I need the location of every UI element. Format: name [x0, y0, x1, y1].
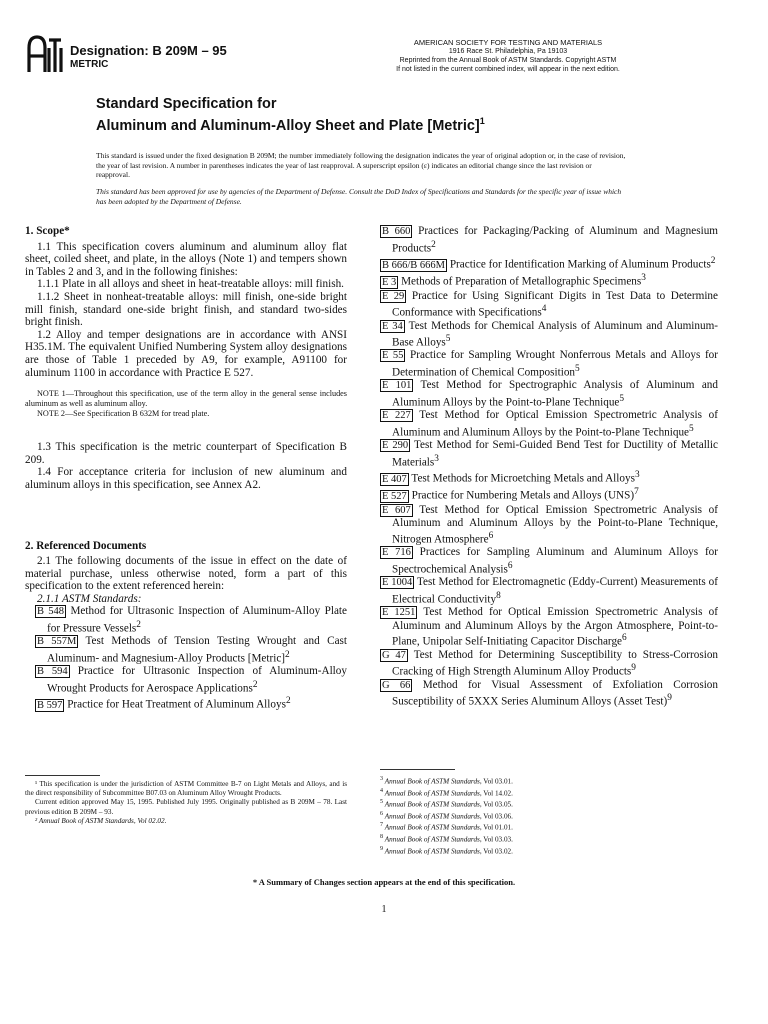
reference-item	[25, 605, 347, 635]
reference-link[interactable]: G 66	[382, 679, 411, 691]
footnote-book: Annual Book of ASTM Standards	[384, 835, 480, 844]
reference-link[interactable]: E 290	[382, 440, 409, 452]
metric-label: METRIC	[70, 59, 109, 70]
reference-title: Test Method for Electromagnetic (Eddy-Current) Measurements of Electrical Conductivity	[392, 576, 718, 606]
footnote-volume: , Vol 01.01.	[479, 823, 513, 832]
left-reference-list	[25, 605, 347, 712]
reference-item	[380, 679, 718, 709]
footnote-mark: 2	[252, 679, 258, 690]
footnote-item	[380, 775, 718, 787]
section-heading-scope: 1. Scope*	[25, 225, 70, 237]
reference-link[interactable]: E 101	[382, 380, 412, 392]
reference-link[interactable]: B 660	[382, 226, 411, 237]
reference-link[interactable]: E 55	[382, 350, 404, 362]
reference-title: Test Method for Optical Emission Spectrometric Analysis of Aluminum and Aluminum Alloys by the Argon Atmosphere, Point-to-Plane, Unipolar Self-Initiating Capacitor Discharge	[392, 606, 718, 649]
reference-item	[380, 320, 718, 350]
footnote-volume: , Vol 03.03.	[479, 835, 513, 844]
title-line-2	[96, 116, 485, 134]
reference-item	[380, 486, 718, 503]
paragraph-2-1: 2.1 The following documents of the issue in effect on the date of material purchase, unless otherwise noted, form a part of this specification to the extent referenced herein:	[25, 555, 347, 593]
reference-title: Method for Ultrasonic Inspection of Aluminum-Alloy Plate for Pressure Vessels	[47, 605, 347, 635]
footnote-book: Annual Book of ASTM Standards	[384, 812, 480, 821]
reference-item	[380, 349, 718, 379]
footnote-item	[380, 798, 718, 810]
reference-item	[380, 290, 718, 320]
paragraph-1-4: 1.4 For acceptance criteria for inclusion of new aluminum and aluminum alloys in this specification, see Annex A2.	[25, 466, 347, 491]
reference-link[interactable]: E 34	[382, 320, 403, 332]
footnote-number: 5	[380, 799, 383, 806]
footnote-volume: , Vol 03.02.	[479, 846, 513, 855]
reference-title: Test Method for Semi-Guided Bend Test for Ductility of Metallic Materials	[392, 439, 718, 469]
footnote-mark: 6	[507, 560, 513, 571]
reference-title: Test Method for Spectrographic Analysis of Aluminum and Aluminum Alloys by the Point-to-Plane Technique	[392, 379, 718, 409]
reference-title: Practice for Identification Marking of Aluminum Products	[447, 258, 711, 271]
reference-title: Test Methods of Tension Testing Wrought and Cast Aluminum- and Magnesium-Alloy Products [Metric]	[47, 635, 347, 665]
reference-item	[380, 272, 718, 289]
reference-link[interactable]: E 607	[382, 504, 411, 516]
right-column	[380, 225, 718, 708]
reference-link[interactable]: E 1251	[382, 607, 416, 619]
footnote-mark: 6	[488, 530, 494, 541]
reference-item	[25, 665, 347, 695]
reference-title: Test Method for Optical Emission Spectrometric Analysis of Aluminum and Aluminum Alloys by the Point-to-Plane Technique, Nitrogen Atmosphere	[392, 503, 719, 546]
publisher-block	[358, 38, 658, 74]
publisher-line: If not listed in the current combined index, will appear in the next edition.	[396, 66, 620, 73]
footnote-number: 9	[380, 845, 383, 852]
footnote-mark: 3	[634, 470, 640, 481]
reference-title: Methods of Preparation of Metallographic Specimens	[398, 275, 642, 288]
paragraph-2-1-1: 2.1.1 ASTM Standards:	[37, 592, 142, 605]
designation: Designation: B 209M – 95	[70, 43, 227, 58]
footnote-item	[380, 833, 718, 845]
title-footnote-mark: 1	[479, 116, 485, 126]
footnote-item	[380, 787, 718, 799]
paragraph-1-1-1: 1.1.1 Plate in all alloys and sheet in heat-treatable alloys: mill finish.	[37, 278, 344, 291]
footnote-mark: 7	[634, 487, 639, 498]
reference-title: Practice for Ultrasonic Inspection of Aluminum-Alloy Wrought Products for Aerospace Applications	[47, 665, 347, 695]
note-2: NOTE 2—See Specification B 632M for tread plate.	[37, 409, 210, 419]
reference-item	[380, 546, 718, 576]
publisher-line: AMERICAN SOCIETY FOR TESTING AND MATERIALS	[413, 38, 603, 47]
footnote-mark: 5	[689, 423, 694, 434]
reference-title: Practices for Sampling Aluminum and Aluminum Alloys for Spectrochemical Analysis	[392, 546, 718, 576]
footnote-number: 4	[380, 787, 383, 794]
reference-item	[380, 255, 718, 272]
reference-link[interactable]: E 1004	[382, 577, 413, 589]
reference-item	[380, 576, 718, 606]
reference-title: Practice for Numbering Metals and Alloys (UNS)	[408, 490, 635, 503]
footnote-mark: 5	[445, 334, 451, 345]
reference-title: Practice for Using Significant Digits in Test Data to Determine Conformance with Specifications	[392, 289, 718, 319]
footnote-rule-left	[25, 775, 100, 776]
reference-item	[380, 606, 718, 649]
left-column	[25, 225, 347, 713]
footnote-mark: 5	[575, 364, 580, 375]
note-1: NOTE 1—Throughout this specification, use of the term alloy in the general sense includes aluminum as well as aluminum alloy.	[25, 389, 347, 409]
title-line-1: Standard Specification for	[96, 96, 277, 112]
reference-title: Method for Visual Assessment of Exfoliation Corrosion Susceptibility of 5XXX Series Aluminum Alloys (Asset Test)	[392, 678, 718, 708]
reference-link[interactable]: E 527	[382, 491, 407, 503]
footnote-2: ² Annual Book of ASTM Standards, Vol 02.02.	[35, 816, 167, 825]
intro-designation-note: This standard is issued under the fixed designation B 209M; the number immediately following the designation indicates the year of original adoption or, in the case of revision, the year of last revision. A number in parentheses indicates the year of last reapproval. A superscript epsilon (ε) indicates an editorial change since the last revision or reapproval.	[96, 151, 626, 179]
publisher-line: 1916 Race St. Philadelphia, Pa 19103	[448, 48, 568, 55]
footnote-volume: , Vol 03.06.	[479, 812, 513, 821]
reference-link[interactable]: B 557M	[37, 636, 77, 648]
footnote-mark: 5	[619, 393, 625, 404]
reference-item	[380, 225, 718, 255]
paragraph-1-2: 1.2 Alloy and temper designations are in accordance with ANSI H35.1M. The equivalent Unified Numbering System alloy designations are those of Table 1 preceded by A9, for example, A91100 for aluminum 1100 in accordance with Practice E 527.	[25, 328, 347, 379]
reference-link[interactable]: E 3	[382, 276, 397, 288]
reference-link[interactable]: E 29	[382, 290, 405, 302]
footnote-number: 8	[380, 833, 383, 840]
footnote-mark: 2	[285, 696, 291, 707]
right-reference-list	[380, 225, 718, 708]
footnote-item	[380, 821, 718, 833]
reference-item	[380, 469, 718, 486]
summary-of-changes-note: * A Summary of Changes section appears at the end of this specification.	[252, 877, 516, 887]
reference-link[interactable]: B 548	[37, 606, 65, 618]
footnote-mark: 9	[631, 663, 636, 674]
reference-item	[25, 695, 347, 712]
reference-item	[380, 649, 718, 679]
reference-title: Test Method for Determining Susceptibility to Stress-Corrosion Cracking of High Strength Aluminum Alloy Products	[392, 648, 719, 678]
footnotes-left	[25, 780, 347, 826]
footnote-number: 3	[380, 776, 383, 782]
footnote-mark: 2	[431, 239, 436, 250]
reference-link[interactable]: B 594	[37, 666, 68, 678]
reference-link[interactable]: E 407	[382, 473, 407, 485]
reference-link[interactable]: B 666/B 666M	[382, 259, 446, 271]
footnote-book: Annual Book of ASTM Standards	[384, 800, 480, 809]
footnote-book: Annual Book of ASTM Standards	[384, 788, 480, 797]
footnote-mark: 3	[434, 453, 439, 464]
reference-title: Practice for Sampling Wrought Nonferrous Metals and Alloys for Determination of Chemical Composition	[392, 349, 718, 379]
publisher-line: Reprinted from the Annual Book of ASTM Standards. Copyright ASTM	[399, 57, 617, 64]
paragraph-1-1-2: 1.1.2 Sheet in nonheat-treatable alloys: mill finish, one-side bright mill finish, standard one-side bright finish, and standard two-sides bright finish.	[25, 290, 347, 329]
paragraph-1-1: 1.1 This specification covers aluminum and aluminum alloy flat sheet, coiled sheet, and plate, in the alloys (Note 1) and tempers shown in Tables 2 and 3, and in the following finishes:	[25, 240, 347, 278]
footnote-1: ¹ This specification is under the jurisdiction of ASTM Committee B-7 on Light Metals and Alloys, and is the direct responsibility of Subcommittee B07.03 on Aluminum Alloy Wrought Products.	[25, 780, 347, 798]
footnote-mark: 9	[667, 693, 672, 704]
reference-item	[25, 635, 347, 665]
reference-title: Practices for Packaging/Packing of Aluminum and Magnesium Products	[392, 225, 718, 255]
intro-dod-note: This standard has been approved for use by agencies of the Department of Defense. Consult the DoD Index of Specifications and Standards for the specific year of issue which has been adopted by the Department of Defense.	[96, 187, 622, 206]
footnote-rule-right	[380, 769, 455, 770]
footnote-item	[380, 810, 718, 822]
footnote-mark: 6	[622, 633, 627, 644]
footnote-mark: 2	[136, 620, 141, 631]
reference-item	[380, 409, 718, 439]
reference-title: Test Methods for Microetching Metals and Alloys	[408, 472, 635, 485]
reference-item	[380, 439, 718, 469]
footnote-mark: 2	[710, 255, 716, 266]
reference-title: Test Methods for Chemical Analysis of Aluminum and Aluminum-Base Alloys	[392, 319, 719, 349]
footnote-number: 6	[380, 810, 383, 817]
title-text: Aluminum and Aluminum-Alloy Sheet and Plate [Metric]	[96, 117, 480, 134]
footnote-mark: 3	[641, 273, 646, 284]
footnote-volume: , Vol 03.05.	[479, 800, 513, 809]
reference-item	[380, 504, 718, 547]
astm-logo-icon	[26, 34, 64, 74]
footnote-mark: 8	[496, 590, 501, 601]
footnote-number: 7	[380, 822, 383, 829]
reference-item	[380, 379, 718, 409]
reference-link[interactable]: G 47	[382, 649, 406, 661]
reference-link[interactable]: B 597	[37, 699, 63, 711]
footnote-book: Annual Book of ASTM Standards	[384, 846, 480, 855]
page-number: 1	[381, 904, 387, 915]
footnote-book: Annual Book of ASTM Standards	[384, 823, 480, 832]
footnotes-right	[380, 775, 718, 856]
footnote-volume: , Vol 03.01.	[479, 777, 513, 786]
footnote-1-edition: Current edition approved May 15, 1995. Published July 1995. Originally published as B 209M – 78. Last previous edition B 209M – 93.	[25, 798, 347, 816]
paragraph-1-3: 1.3 This specification is the metric counterpart of Specification B 209.	[25, 441, 347, 466]
footnote-book: Annual Book of ASTM Standards	[384, 777, 480, 786]
reference-link[interactable]: E 716	[382, 547, 411, 559]
reference-title: Test Method for Optical Emission Spectrometric Analysis of Aluminum and Aluminum Alloys by the Point-to-Plane Technique	[392, 409, 719, 439]
section-heading-referenced-documents: 2. Referenced Documents	[25, 539, 147, 552]
footnote-mark: 4	[541, 304, 547, 315]
reference-title: Practice for Heat Treatment of Aluminum Alloys	[64, 698, 286, 711]
footnote-volume: , Vol 14.02.	[479, 788, 513, 797]
footnote-item	[380, 845, 718, 857]
footnote-mark: 2	[285, 649, 290, 660]
reference-link[interactable]: E 227	[382, 410, 411, 422]
